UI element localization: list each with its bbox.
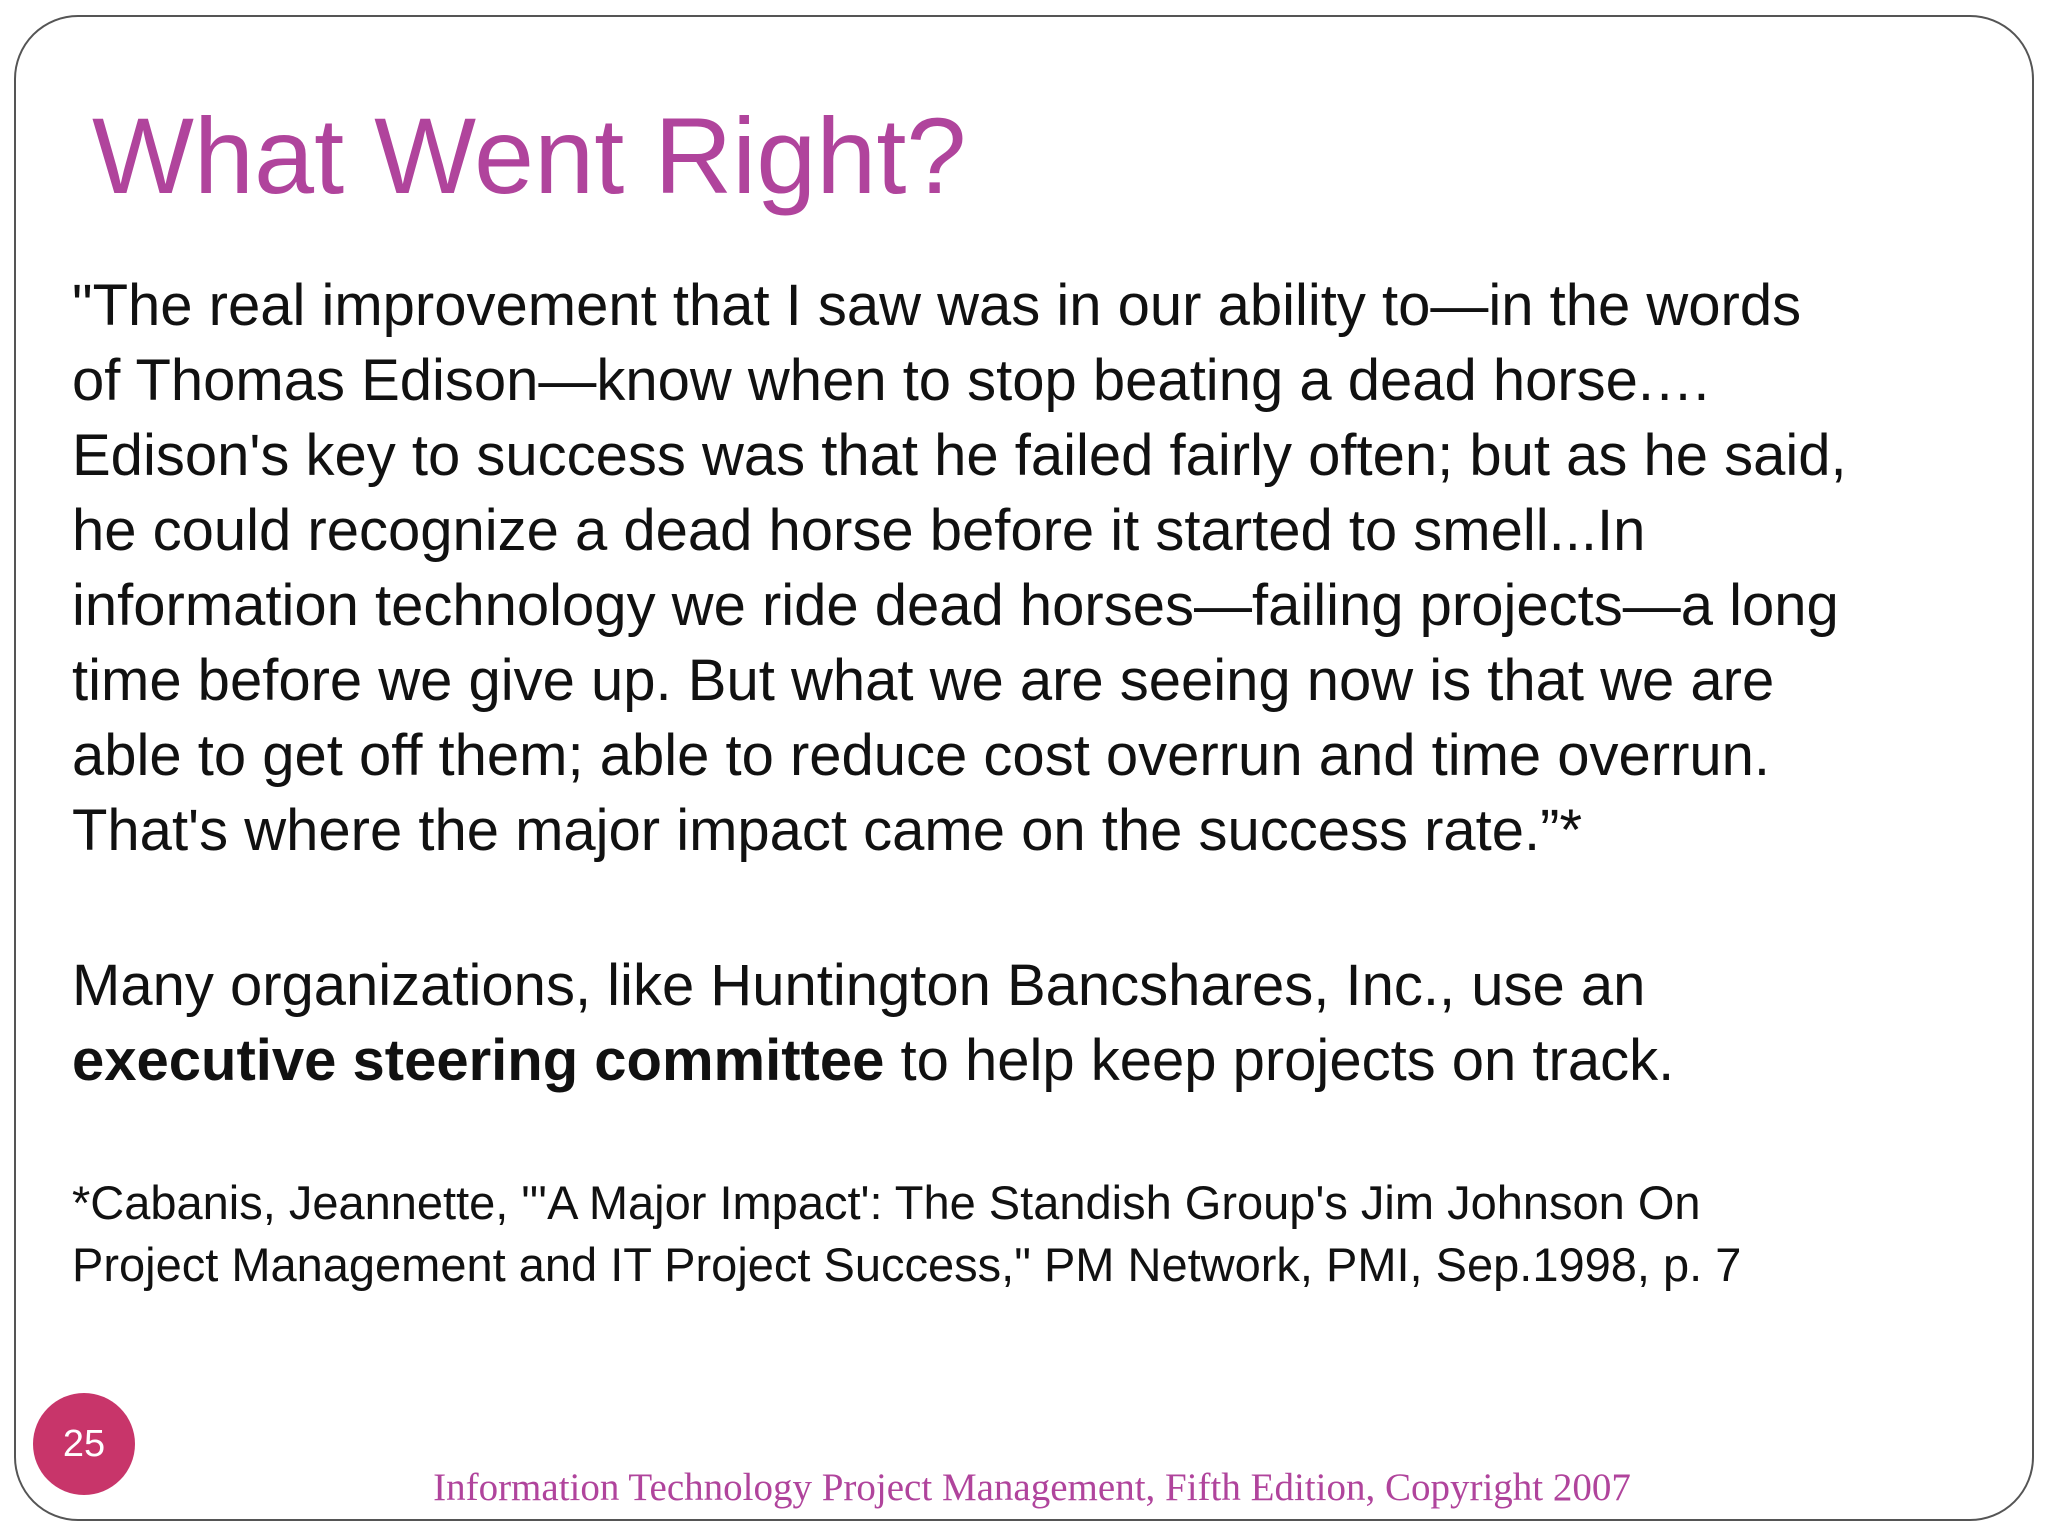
footnote-line: Project Management and IT Project Success," PM Network, PMI, Sep.1998, p. 7 [72,1238,1742,1291]
slide-title: What Went Right? [92,95,967,216]
quote-line: "The real improvement that I saw was in our ability to—in the words [72,273,1802,338]
footer-text: Information Technology Project Management, Fifth Edition, Copyright 2007 [433,1466,1631,1509]
para2-rest: to help keep projects on track. [884,1028,1675,1093]
para2-line: Many organizations, like Huntington Bancshares, Inc., use an [72,953,1646,1018]
quote-line: information technology we ride dead horses—failing projects—a long [72,573,1839,638]
quote-paragraph [72,268,2012,868]
footer-caption [0,1464,2048,1512]
quote-line: of Thomas Edison—know when to stop beating a dead horse.… [72,348,1713,413]
quote-line: he could recognize a dead horse before it started to smell...In [72,498,1646,563]
bold-term: executive steering committee [72,1028,885,1093]
quote-line: Edison's key to success was that he failed fairly often; but as he said, [72,423,1847,488]
citation-footnote [72,1172,1741,1296]
quote-line: That's where the major impact came on the success rate.”* [72,798,1583,863]
quote-line: time before we give up. But what we are seeing now is that we are [72,648,1775,713]
footnote-line: *Cabanis, Jeannette, "'A Major Impact': The Standish Group's Jim Johnson On [72,1176,1701,1229]
para2-line [72,1023,1674,1098]
quote-line: able to get off them; able to reduce cost overrun and time overrun. [72,723,1771,788]
steering-committee-paragraph [72,948,1674,1098]
page-number-badge: 25 [33,1393,135,1495]
